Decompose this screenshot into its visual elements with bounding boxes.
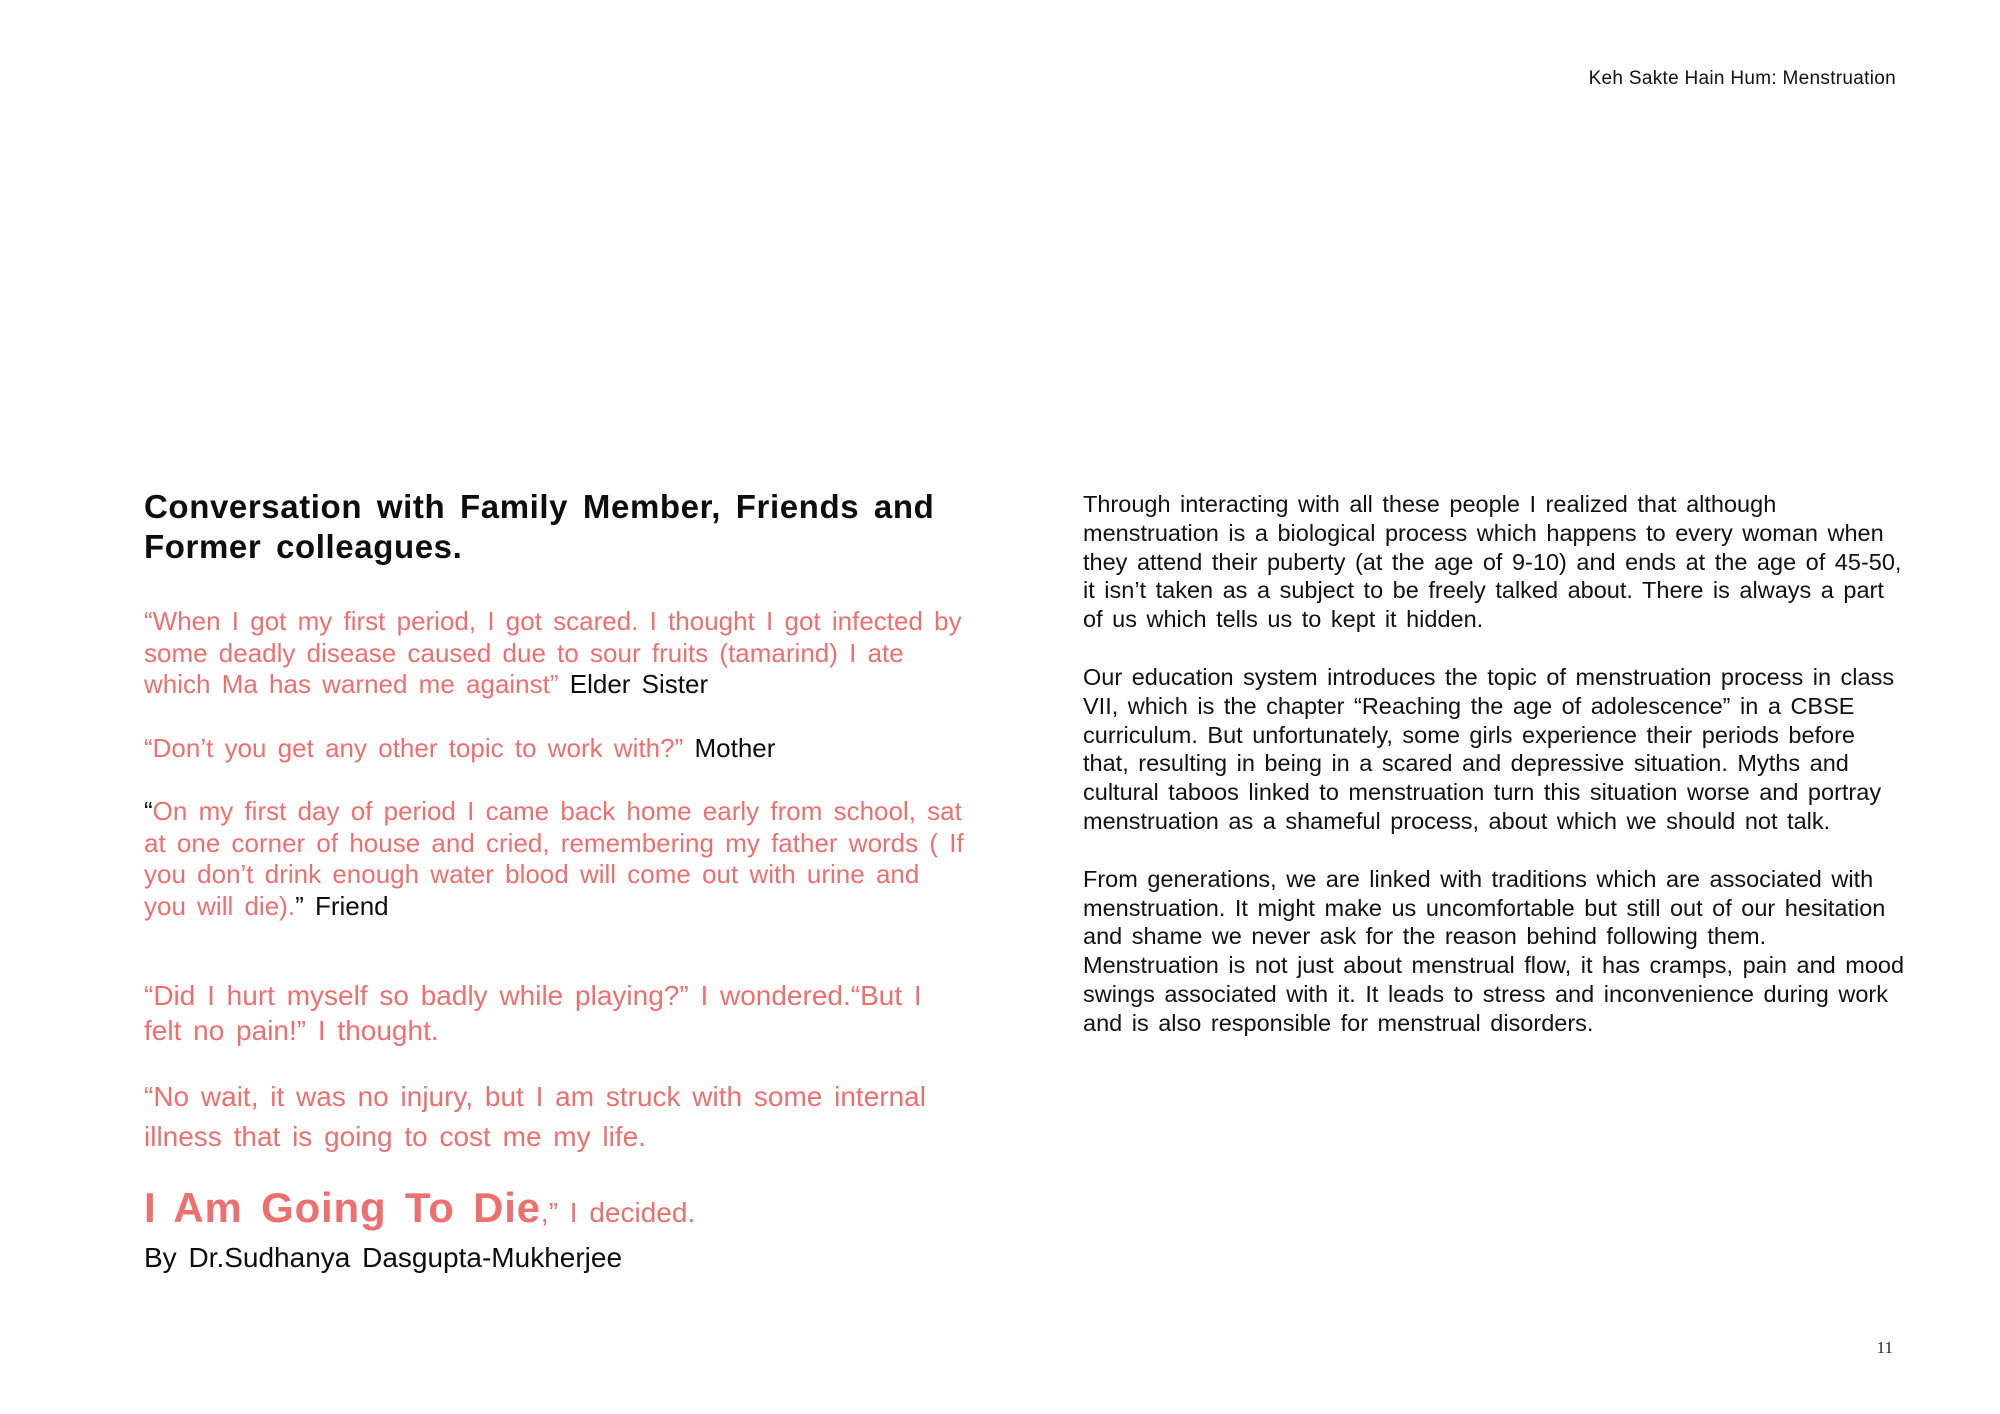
quote-text: “When I got my first period, I got scared. I thought I got infected by some deadly disease caused due to sour fruits (tamarind) I ate which Ma has warned me against” xyxy=(144,606,962,699)
quote-text: On my first day of period I came back home early from school, sat at one corner of house and cried, remembering my father words ( If you don’t drink enough water blood will come out with urine and you will die). xyxy=(144,796,964,921)
story-climax xyxy=(144,1185,964,1241)
right-column xyxy=(1083,490,1908,1038)
page-number: 11 xyxy=(1876,1338,1893,1357)
quote-attribution: Mother xyxy=(683,732,776,763)
quote-attribution: ” Friend xyxy=(295,890,389,921)
quote-open-mark: “ xyxy=(144,796,153,826)
quote-attribution: Elder Sister xyxy=(558,669,709,699)
paragraph-4: Menstruation is not just about menstrual flow, it has cramps, pain and mood swings associated with it. It leads to stress and inconvenience during work and is also responsible for menstrual disorders. xyxy=(1083,952,1905,1036)
quote-mother xyxy=(144,733,964,765)
paragraph-1: Through interacting with all these people I realized that although menstruation is a biological process which happens to every woman when they attend their puberty (at the age of 9-10) and ends at the age of 45-50, it isn’t taken as a subject to be freely talked about. There is always a part of us which tells us to kept it hidden. xyxy=(1083,491,1902,633)
section-title: Conversation with Family Member, Friends and Former colleagues. xyxy=(144,488,935,565)
story-big-text: I Am Going To Die xyxy=(144,1184,541,1231)
story-after-big: ,” I decided. xyxy=(540,1197,696,1228)
story-byline: By Dr.Sudhanya Dasgupta-Mukherjee xyxy=(144,1242,623,1273)
quote-text: “Don’t you get any other topic to work with?” xyxy=(144,732,684,763)
left-column xyxy=(144,487,964,1275)
paragraph-2: Our education system introduces the topic of menstruation process in class VII, which is the chapter “Reaching the age of adolescence” in a CBSE curriculum. But unfortunately, some girls experience their periods before that, resulting in being in a scared and depressive situation. Myths and cultural taboos linked to menstruation turn this situation worse and portray menstruation as a shameful process, about which we should not talk. xyxy=(1083,663,1895,834)
running-header: Keh Sakte Hain Hum: Menstruation xyxy=(1588,68,1896,89)
quote-friend xyxy=(144,796,964,922)
story-line-1: “Did I hurt myself so badly while playing?” I wondered.“But I felt no pain!” I thought. xyxy=(144,980,922,1046)
story-line-2: “No wait, it was no injury, but I am struck with some internal illness that is going to cost me my life. xyxy=(144,1081,926,1152)
quote-elder-sister xyxy=(144,606,964,701)
paragraph-3: From generations, we are linked with traditions which are associated with menstruation. It might make us uncomfortable but still out of our hesitation and shame we never ask for the reason behind following them. xyxy=(1083,865,1886,950)
